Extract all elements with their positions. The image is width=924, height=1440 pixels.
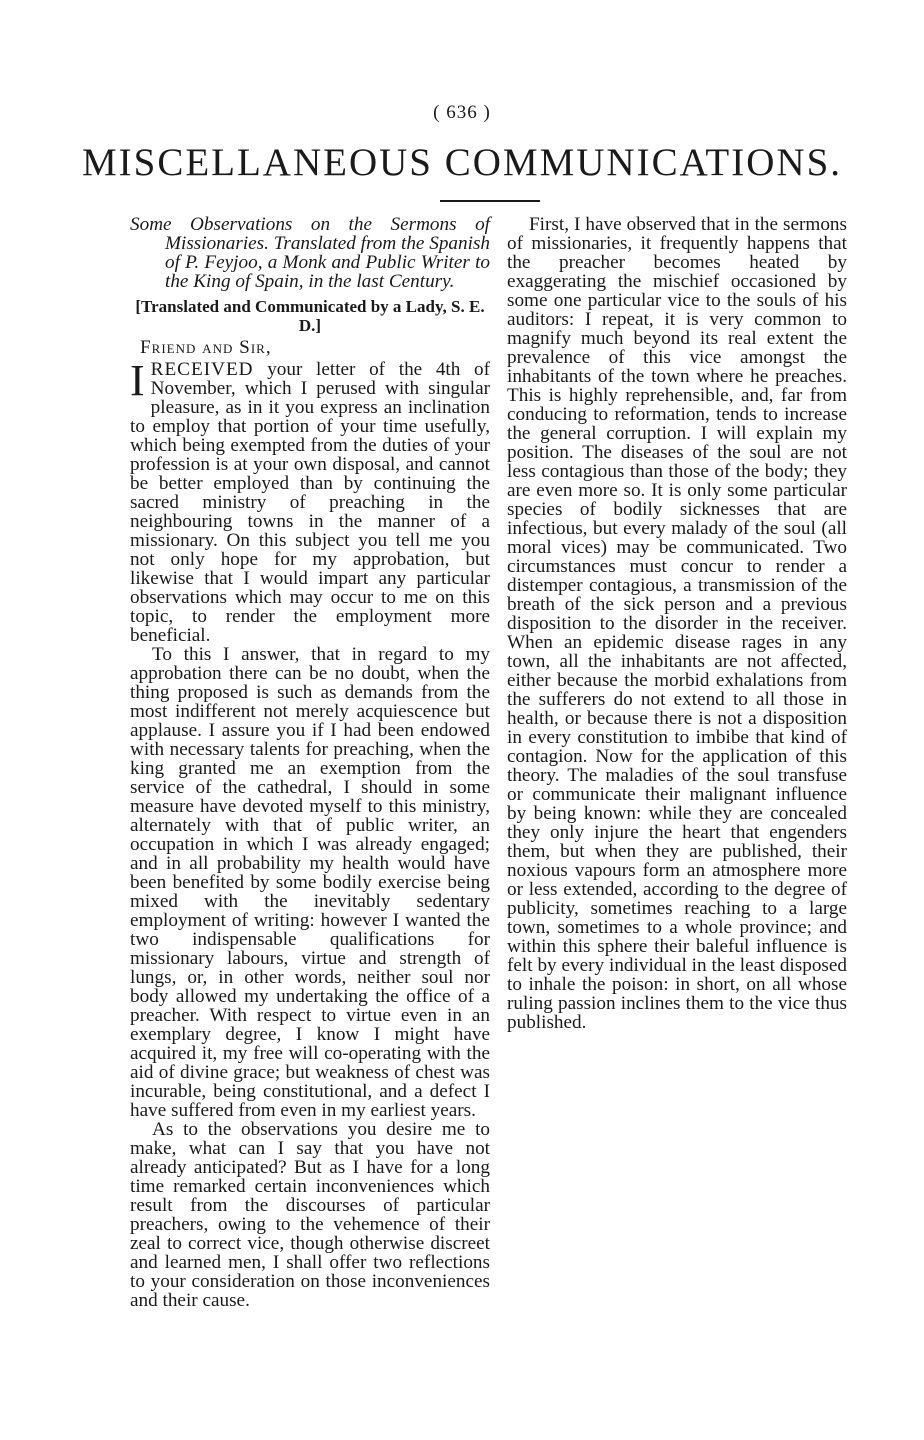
- right-column: [507, 215, 847, 1032]
- paragraph-2: To this I answer, that in regard to my approbation there can be no doubt, when the thing proposed is such as demands from the most indifferent not merely acquiescence but applause. I assure you if I had been endowed with necessary talents for preaching, when the king granted me an exemption from the service of the cathedral, I should in some measure have devoted myself to this ministry, alternately with that of public writer, an occupation in which I was already engaged; and in all probability my health would have been benefited by some bodily exercise being mixed with the inevitably sedentary employment of writing: however I wanted the two indispensable qualifications for missionary labours, virtue and strength of lungs, or, in other words, neither soul nor body allowed my undertaking the office of a preacher. With respect to virtue even in an exemplary degree, I know I might have acquired it, my free will co-operating with the aid of divine grace; but weakness of chest was incurable, being constitutional, and a defect I have suffered from even in my earliest years.: [130, 644, 490, 1121]
- paragraph-1-text: your letter of the 4th of November, which I perused with singular pleasure, as in it you express an inclination to employ that portion of your time usefully, which being exempted from the duties of your profession is at your own disposal, and cannot be better employed than by continuing the sacred ministry of preaching in the neighbouring towns in the manner of a missionary. On this subject you tell me you not only hope for my approbation, but likewise that I would impart any particular observations which may occur to me on this topic, to render the employment more beneficial.: [130, 359, 490, 646]
- salutation: Friend and Sir,: [140, 337, 272, 358]
- page-number: ( 636 ): [433, 102, 491, 123]
- first-word: RECEIVED: [150, 359, 254, 380]
- paragraph-1: [130, 356, 490, 646]
- heading-rule: [440, 200, 540, 202]
- paragraph-4: First, I have observed that in the sermons of missionaries, it frequently happens that the preacher becomes heated by exaggerating the mischief occasioned by some one particular vice to the souls of his auditors: I repeat, it is very common to magnify much beyond its real extent the prevalence of this vice amongst the inhabitants of the town where he preaches. This is highly reprehensible, and, far from conducing to reformation, tends to increase the general corruption. I will explain my position. The diseases of the soul are not less contagious than those of the body; they are even more so. It is only some particular species of bodily sicknesses that are infectious, but every malady of the soul (all moral vices) may be communicated. Two circumstances must concur to render a distemper contagious, a transmission of the breath of the sick person and a previous disposition to the disorder in the receiver. When an epidemic disease rages in any town, all the inhabitants are not affected, either because the morbid exhalations from the sufferers do not extend to all those in health, or because there is not a disposition in every constitution to imbibe that kind of contagion. Now for the application of this theory. The maladies of the soul transfuse or communicate their malignant influence by being known: while they are concealed they only injure the heart that engenders them, but when they are published, their noxious vapours form an atmosphere more or less extended, according to the degree of publicity, sometimes reaching to a large town, sometimes to a whole province; and within this sphere their baleful influence is felt by every individual in the least disposed to inhale the poison: in short, on all whose ruling passion inclines them to the vice thus published.: [507, 214, 847, 1033]
- translator-credit: [Translated and Communicated by a Lady, S. E. D.]: [135, 297, 485, 335]
- article-title: Some Observations on the Sermons of Missionaries. Translated from the Spanish of P. Feyjoo, a Monk and Public Writer to the King of Spain, in the last Century.: [130, 214, 490, 292]
- drop-cap: I: [130, 356, 145, 405]
- left-column: [130, 215, 490, 1310]
- paragraph-3: As to the observations you desire me to make, what can I say that you have not already anticipated? But as I have for a long time remarked certain inconveniences which result from the discourses of particular preachers, owing to the vehemence of their zeal to correct vice, though otherwise discreet and learned men, I shall offer two reflections to your consideration on those inconveniences and their cause.: [130, 1119, 490, 1311]
- section-heading: MISCELLANEOUS COMMUNICATIONS.: [81, 141, 843, 184]
